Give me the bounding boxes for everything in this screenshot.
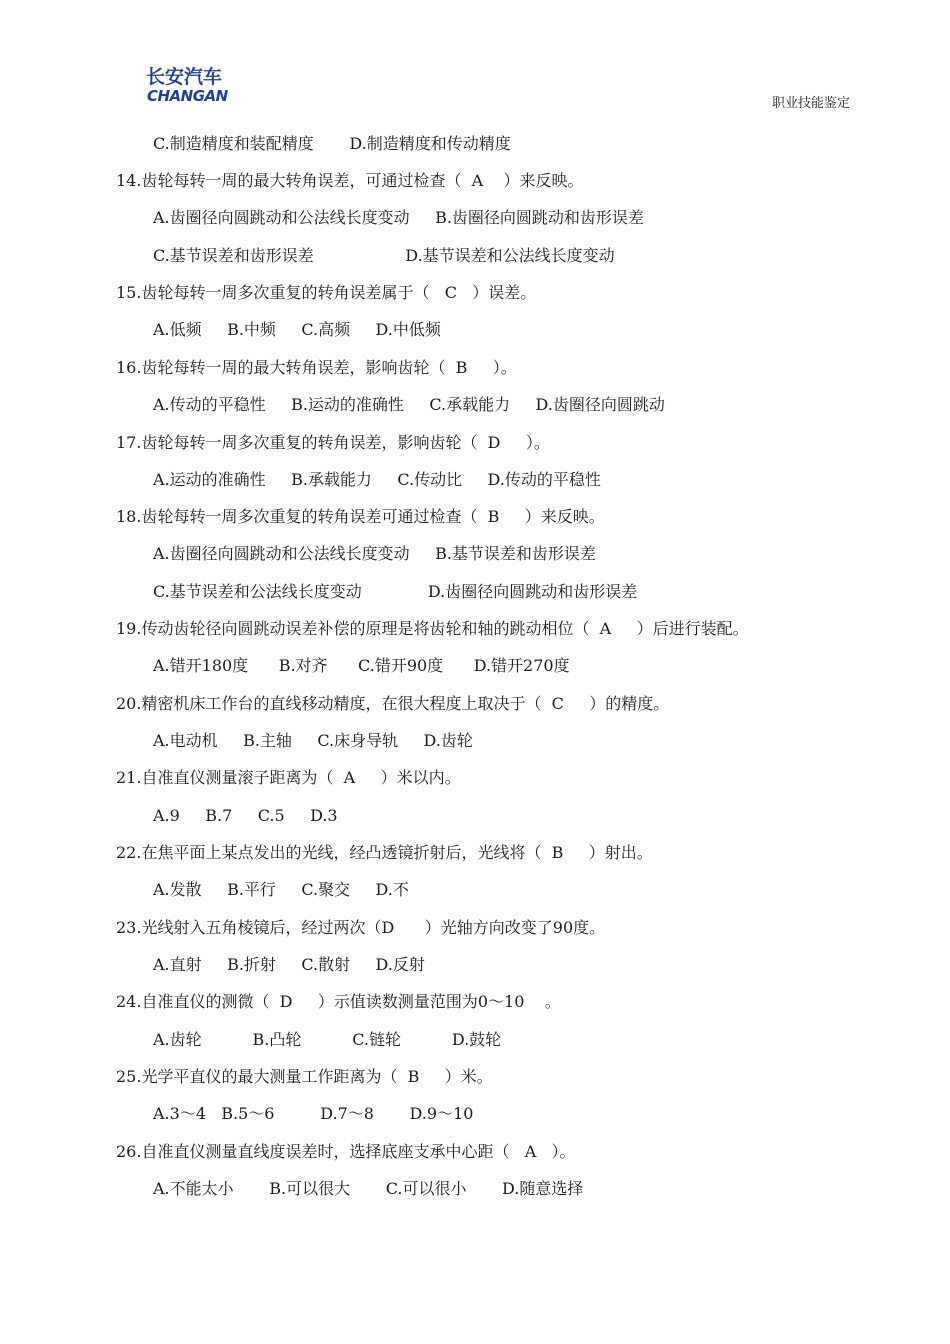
option-line: A.3～4 B.5～6 D.7～8 D.9～10 xyxy=(153,1104,474,1123)
question-line: 21.自准直仪测量滚子距离为（ A ）米以内。 xyxy=(116,768,461,787)
option-line: C.基节误差和齿形误差 D.基节误差和公法线长度变动 xyxy=(153,246,615,265)
option-line: A.齿轮 B.凸轮 C.链轮 D.鼓轮 xyxy=(153,1030,502,1049)
question-line: 24.自准直仪的测微（ D ）示值读数测量范围为0～10 。 xyxy=(116,992,561,1011)
question-line: 17.齿轮每转一周多次重复的转角误差，影响齿轮（ D ）。 xyxy=(116,433,550,452)
question-line: 19.传动齿轮径向圆跳动误差补偿的原理是将齿轮和轴的跳动相位（ A ）后进行装配。 xyxy=(116,619,749,638)
question-line: 22.在焦平面上某点发出的光线，经凸透镜折射后，光线将（ B ）射出。 xyxy=(116,843,653,862)
question-line: 18.齿轮每转一周多次重复的转角误差可通过检查（ B ）来反映。 xyxy=(116,507,605,526)
logo-chinese-text: 长安汽车 xyxy=(146,66,223,88)
question-line: 14.齿轮每转一周的最大转角误差，可通过检查（ A ）来反映。 xyxy=(116,171,584,190)
option-line: A.传动的平稳性 B.运动的准确性 C.承载能力 D.齿圈径向圆跳动 xyxy=(153,395,665,414)
question-line: 25.光学平直仪的最大测量工作距离为（ B ）米。 xyxy=(116,1067,493,1086)
option-line: A.9 B.7 C.5 D.3 xyxy=(153,806,338,825)
logo-english-text: CHANGAN xyxy=(147,87,228,105)
question-line: 15.齿轮每转一周多次重复的转角误差属于（ C ）误差。 xyxy=(116,283,537,302)
option-line: A.错开180度 B.对齐 C.错开90度 D.错开270度 xyxy=(153,656,570,675)
option-line: A.运动的准确性 B.承载能力 C.传动比 D.传动的平稳性 xyxy=(153,470,601,489)
option-line: A.电动机 B.主轴 C.床身导轨 D.齿轮 xyxy=(153,731,473,750)
question-line: 26.自准直仪测量直线度误差时，选择底座支承中心距（ A ）。 xyxy=(116,1142,576,1161)
option-line: A.不能太小 B.可以很大 C.可以很小 D.随意选择 xyxy=(153,1179,584,1198)
changan-logo xyxy=(146,66,238,106)
question-line: 20.精密机床工作台的直线移动精度，在很大程度上取决于（ C ）的精度。 xyxy=(116,694,670,713)
question-line: 23.光线射入五角棱镜后，经过两次（D ）光轴方向改变了90度。 xyxy=(116,918,606,937)
option-line: A.齿圈径向圆跳动和公法线长度变动 B.齿圈径向圆跳动和齿形误差 xyxy=(153,208,644,227)
option-line: C.基节误差和公法线长度变动 D.齿圈径向圆跳动和齿形误差 xyxy=(153,582,638,601)
option-line: C.制造精度和装配精度 D.制造精度和传动精度 xyxy=(153,134,511,153)
question-line: 16.齿轮每转一周的最大转角误差，影响齿轮（ B ）。 xyxy=(116,358,517,377)
header-title: 职业技能鉴定 xyxy=(772,96,851,111)
option-line: A.发散 B.平行 C.聚交 D.不 xyxy=(153,880,409,899)
option-line: A.低频 B.中频 C.高频 D.中低频 xyxy=(153,320,441,339)
option-line: A.齿圈径向圆跳动和公法线长度变动 B.基节误差和齿形误差 xyxy=(153,544,596,563)
option-line: A.直射 B.折射 C.散射 D.反射 xyxy=(153,955,425,974)
